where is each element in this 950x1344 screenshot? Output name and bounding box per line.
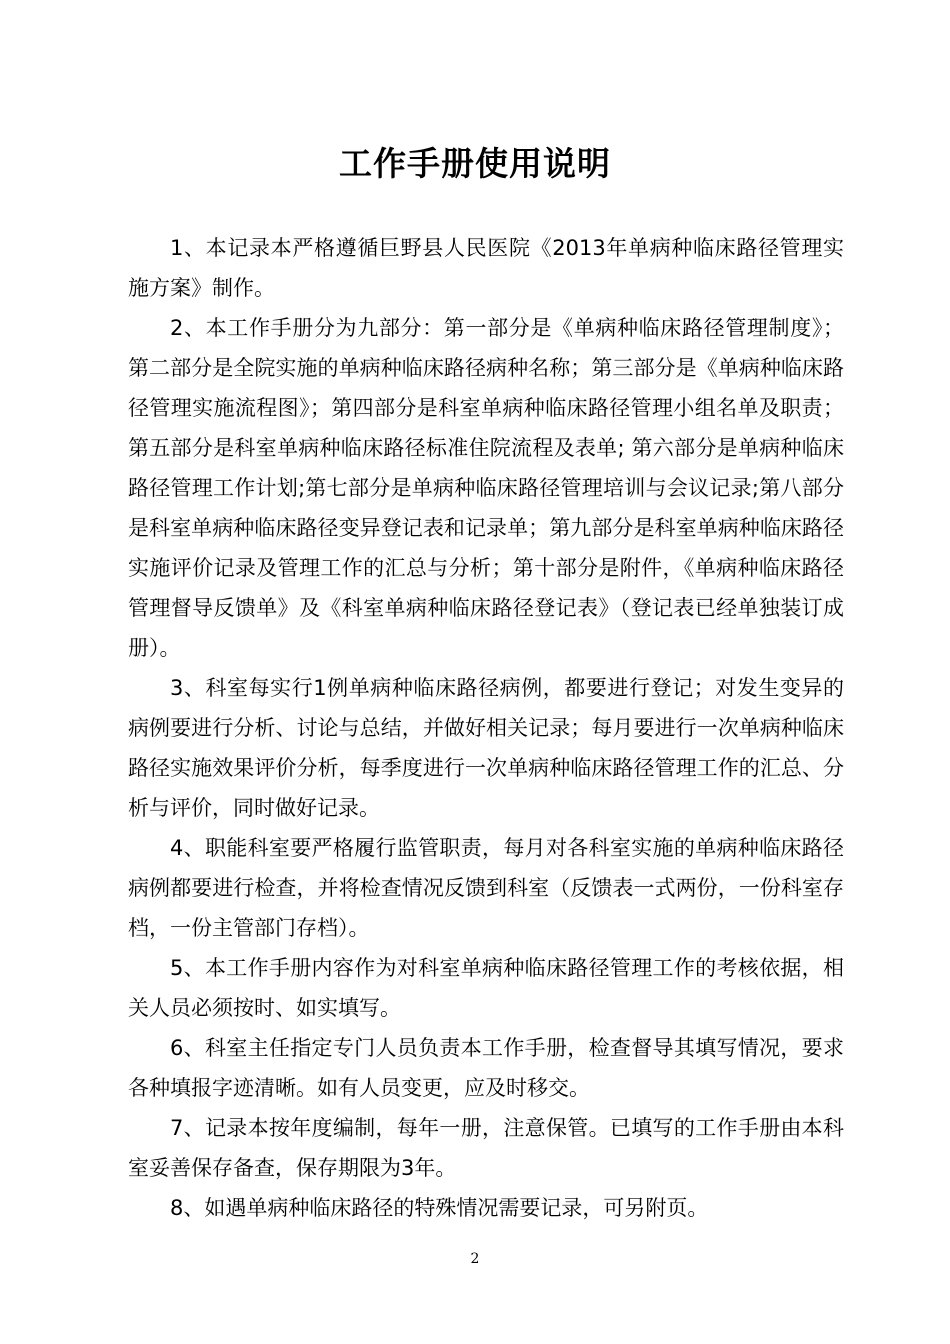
paragraph-8: 8、如遇单病种临床路径的特殊情况需要记录，可另附页。 bbox=[170, 1196, 709, 1220]
paragraph-1: 1、本记录本严格遵循巨野县人民医院《2013年单病种临床路径管理实施方案》制作。 bbox=[128, 236, 844, 300]
paragraph-6: 6、科室主任指定专门人员负责本工作手册，检查督导其填写情况，要求各种填报字迹清晰。如有人员变更，应及时移交。 bbox=[128, 1036, 844, 1100]
paragraph-4: 4、职能科室要严格履行监管职责，每月对各科室实施的单病种临床路径病例都要进行检查，并将检查情况反馈到科室（反馈表一式两份，一份科室存档，一份主管部门存档）。 bbox=[128, 836, 844, 940]
document-body bbox=[128, 228, 844, 1228]
paragraph-5: 5、本工作手册内容作为对科室单病种临床路径管理工作的考核依据，相关人员必须按时、如实填写。 bbox=[128, 956, 844, 1020]
paragraph-7: 7、记录本按年度编制，每年一册，注意保管。已填写的工作手册由本科室妥善保存备查，保存期限为3年。 bbox=[128, 1116, 844, 1180]
page-number: 2 bbox=[470, 1251, 480, 1267]
paragraph-3: 3、科室每实行1例单病种临床路径病例，都要进行登记；对发生变异的病例要进行分析、讨论与总结，并做好相关记录；每月要进行一次单病种临床路径实施效果评价分析，每季度进行一次单病种临床路径管理工作的汇总、分析与评价，同时做好记录。 bbox=[128, 676, 844, 820]
paragraph-2: 2、本工作手册分为九部分：第一部分是《单病种临床路径管理制度》；第二部分是全院实施的单病种临床路径病种名称；第三部分是《单病种临床路径管理实施流程图》；第四部分是科室单病种临床路径管理小组名单及职责；第五部分是科室单病种临床路径标准住院流程及表单; 第六部分是单病种临床路径管理工作计划;第七部分是单病种临床路径管理培训与会议记录;第八部分是科室单病种临床路径变异登记表和记录单；第九部分是科室单病种临床路径实施评价记录及管理工作的汇总与分析；第十部分是附件，《单病种临床路径管理督导反馈单》及《科室单病种临床路径登记表》（登记表已经单独装订成册）。 bbox=[128, 316, 844, 660]
document-title: 工作手册使用说明 bbox=[339, 144, 611, 183]
